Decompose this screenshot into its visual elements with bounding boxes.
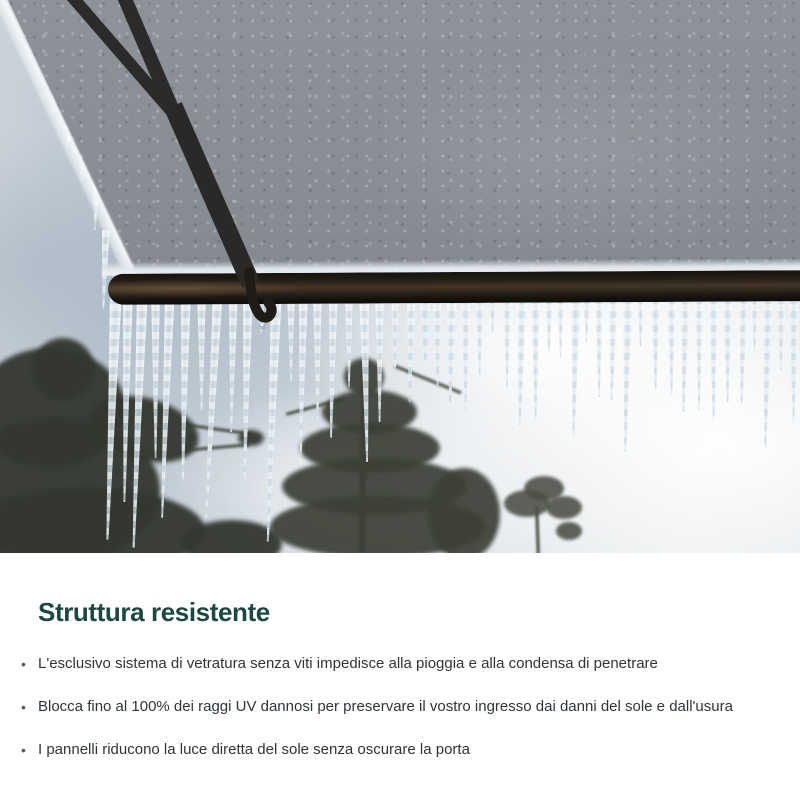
feature-bullet-list xyxy=(38,654,760,760)
feature-bullet: • I pannelli riducono la luce diretta del sole senza oscurare la porta xyxy=(38,740,760,760)
feature-text-section xyxy=(0,553,800,760)
feature-bullet: • L'esclusivo sistema di vetratura senza viti impedisce alla pioggia e alla condensa di penetrare xyxy=(38,654,760,674)
section-title: Struttura resistente xyxy=(38,597,270,627)
feature-bullet: • Blocca fino al 100% dei raggi UV dannosi per preservare il vostro ingresso dai danni del sole e dall'usura xyxy=(38,697,760,717)
strap-hook xyxy=(249,272,272,318)
water-drop xyxy=(259,322,267,330)
